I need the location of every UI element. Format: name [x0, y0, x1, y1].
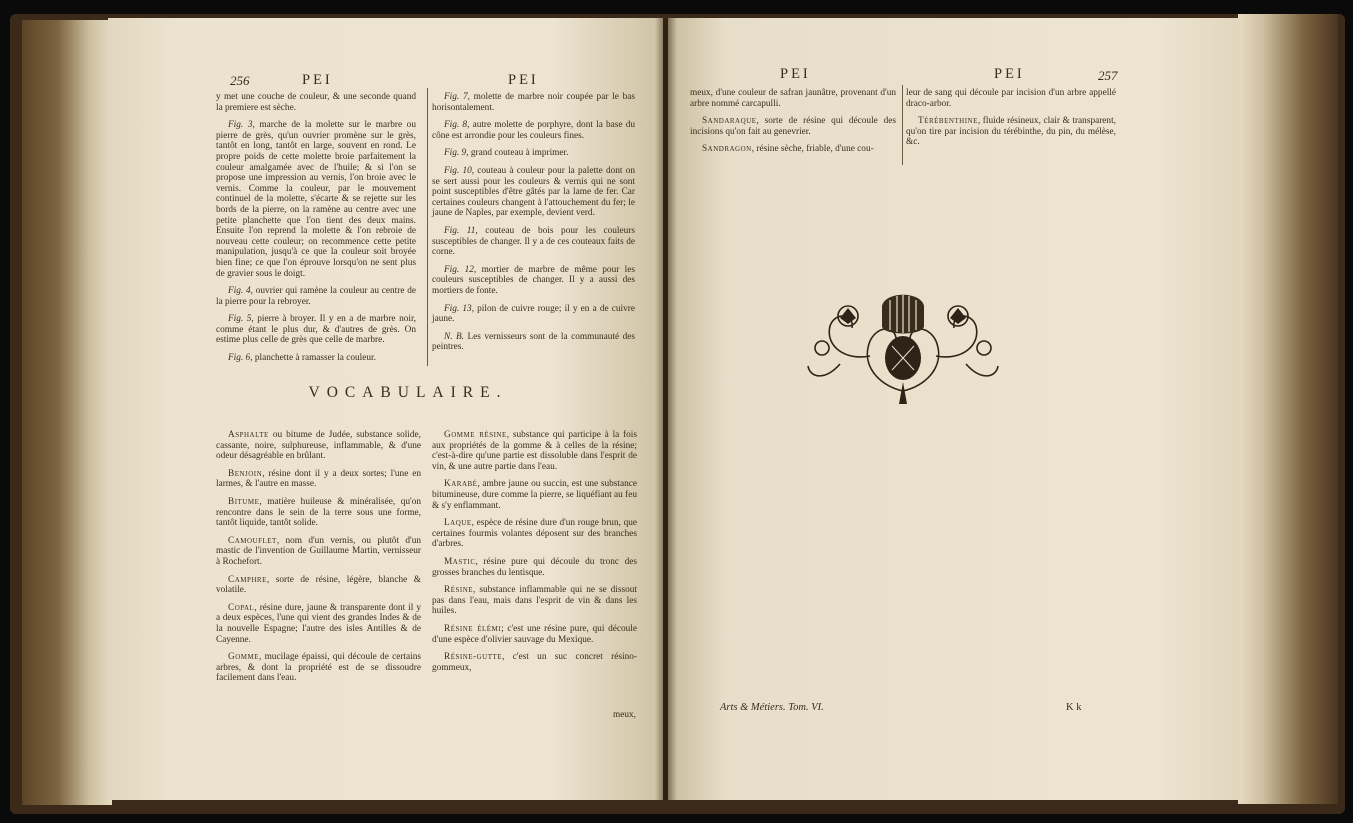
figure-label: Fig. 4 — [228, 286, 251, 297]
vocabulary-heading: VOCABULAIRE. — [308, 384, 508, 401]
entry-text: , nom d'un vernis, ou plutôt d'un mastic de l'invention de Guillaume Martin, vernisseur à Rochefort. — [216, 535, 421, 567]
vocabulary-column-1 — [216, 430, 421, 691]
running-head-left: PEI — [780, 66, 811, 82]
vocabulary-entry — [216, 652, 421, 684]
vocabulary-entry — [216, 603, 421, 645]
entry-term: Karabé — [444, 479, 478, 490]
entry-text: , mortier de marbre de même pour les couleurs susceptibles de changer. Il y a aussi des mortiers de fonte. — [432, 264, 635, 296]
entry-term: Mastic — [444, 556, 476, 567]
entry-text: , pilon de cuivre rouge; il y en a de cuivre jaune. — [432, 303, 636, 325]
footer-title: Arts & Métiers. Tom. VI. — [720, 702, 824, 713]
figure-label: Fig. 12 — [444, 264, 474, 275]
entry-term: Gomme — [228, 652, 259, 663]
entry-text: , résine dont il y a deux sortes; l'une en larmes, & l'autre en masse. — [216, 468, 421, 490]
entry-text: , planchette à ramasser la couleur. — [250, 353, 376, 364]
entry-text: , ambre jaune ou succin, est une substance bitumineuse, dure comme la pierre, se liquéfiant au feu & s'y enflammant. — [432, 479, 637, 511]
entry-text: ou bitume de Judée, substance solide, cassante, noire, sulphureuse, inflammable, & d'une odeur désagréable en brûlant. — [216, 430, 421, 462]
vocabulary-entry — [432, 430, 637, 472]
vocabulary-entry — [432, 585, 637, 617]
vocabulary-entry — [216, 430, 421, 462]
vocabulary-entry — [216, 575, 421, 596]
running-head-right: PEI — [994, 66, 1025, 82]
entry-term: Laque — [444, 518, 472, 529]
vocabulary-entry — [432, 624, 637, 645]
signature-mark: K k — [1066, 702, 1082, 713]
entry-term: Sandaraque — [702, 116, 757, 127]
entry-term: Térébenthine — [918, 116, 978, 127]
entry-text: ; c'est une résine pure, qui découle d'une espèce d'olivier sauvage du Mexique. — [432, 623, 637, 645]
figure-entry — [432, 265, 635, 297]
figure-entry — [432, 304, 635, 325]
vocabulary-entry — [906, 88, 1116, 109]
entry-term: Bitume — [228, 496, 260, 507]
figure-entry — [432, 226, 635, 258]
entry-text: , substance qui participe à la fois aux propriétés de la gomme & à celles de la résine; c'est-à-dire qu'une partie est dissoluble dans l'esprit de vin, & une autre partie dans l'eau. — [432, 430, 637, 472]
entry-text: , marche de la molette sur le marbre ou pierre de grès, qu'un ouvrier promène sur le grès, tantôt en long, tantôt en large, souvent en rond. Le propre poids de cette molette broie parfaitement la couleur amalgamée avec de l'huile; & si l'on se propose une impression au vernis, l'on broie avec le vernis. Comme la couleur, par le mouvement continuel de la molette, s'écarte & se rejette sur les bords de la pierre, on la ramène au centre avec une petite planchette que l'on tient des deux mains. Ensuite l'on reprend la molette & l'on rebroie de nouveau cette couleur; on recommence cette petite manipulation, jusqu'à ce que la couleur soit broyée bien fine; ce que l'on éprouve lorsqu'on ne sent plus de gravier sous le doigt. — [216, 120, 416, 279]
entry-text: , résine sèche, friable, d'une cou- — [751, 144, 874, 155]
figure-entry — [216, 92, 416, 113]
figure-label: Fig. 7 — [444, 92, 468, 102]
vocabulary-entry — [216, 536, 421, 568]
entry-term: Résine — [444, 585, 474, 596]
entry-term: Asphalte — [228, 430, 269, 440]
entry-text: , couteau à couleur pour la palette dont on se sert aussi pour les couleurs & vernis qui ne sont point susceptibles d'être gâtés par la lame de fer. Car certaines couleurs changent à l'attouchement du fer; le jaune de Naples, par exemple, devient verd. — [432, 165, 636, 219]
entry-text: , résine dure, jaune & transparente dont il y a deux espèces, l'une qui vient des grandes Indes & de la nouvelle Espagne; l'autre des isles Antilles & de Cayenne. — [216, 602, 421, 645]
entry-text: y met une couche de couleur, & une seconde quand la premiere est sèche. — [216, 92, 416, 113]
entry-text: meux, d'une couleur de safran jaunâtre, provenant d'un arbre nommé carcapulli. — [690, 88, 896, 109]
entry-term: Camphre — [228, 574, 267, 585]
figure-entry — [432, 148, 635, 159]
vocabulary-column-2 — [906, 88, 1116, 155]
running-head-left: PEI — [302, 72, 333, 88]
entry-text: , pierre à broyer. Il y en a de marbre noir, comme étant le plus dur, & d'autres de grès. On estime plus celle de grès que celle de marbre. — [216, 314, 416, 346]
figure-entry — [432, 332, 635, 353]
vocabulary-entry — [690, 116, 896, 137]
entry-text: , substance inflammable qui ne se dissout pas dans l'eau, mais dans l'esprit de vin & dans les huiles. — [432, 585, 637, 617]
vocabulary-entry — [216, 497, 421, 529]
entry-text: , mucilage épaissi, qui découle de certains arbres, & dont la propriété est de se dissoudre facilement dans l'eau. — [216, 652, 421, 684]
entry-text: , sorte de résine, légère, blanche & volatile. — [216, 574, 421, 596]
entry-term: Copal — [228, 602, 255, 613]
vocabulary-column-2 — [432, 430, 637, 680]
entry-text: Les vernisseurs sont de la communauté des peintres. — [432, 331, 635, 353]
figure-label: Fig. 5 — [228, 314, 252, 325]
figure-entry — [216, 314, 416, 346]
entry-term: Résine-gutte — [444, 652, 503, 663]
figure-entry — [216, 120, 416, 279]
entry-term: Sandragon — [702, 144, 752, 155]
figure-label: Fig. 11 — [444, 225, 476, 236]
right-page-edges — [1238, 14, 1338, 804]
vocabulary-entry — [690, 144, 896, 155]
vocabulary-entry — [432, 518, 637, 550]
page-number: 257 — [1098, 68, 1118, 83]
figure-label: Fig. 8 — [444, 120, 468, 131]
vocabulary-entry — [690, 88, 896, 109]
entry-text: , espèce de résine dure d'un rouge brun, que certaines fourmis volantes déposent sur des branches d'arbres. — [432, 518, 637, 550]
catchword: meux, — [613, 710, 636, 720]
vocabulary-entry — [906, 116, 1116, 148]
entry-text: , sorte de résine qui découle des incisions qu'on fait au genevrier. — [690, 116, 896, 137]
entry-text: leur de sang qui découle par incision d'un arbre appellé draco-arbor. — [906, 88, 1116, 109]
figure-label: Fig. 13 — [444, 303, 472, 314]
vocabulary-entry — [216, 469, 421, 490]
page-number: 256 — [230, 73, 250, 88]
tailpiece-ornament — [800, 286, 1006, 410]
entry-text: , couteau de bois pour les couleurs susceptibles de changer. Il y a de ces couteaux faits de corne. — [432, 225, 635, 258]
running-head-right: PEI — [508, 72, 539, 88]
figure-entry — [216, 353, 416, 364]
entry-text: , résine pure qui découle du tronc des grosses branches du lentisque. — [432, 556, 637, 578]
figure-label: N. B. — [444, 331, 465, 342]
figure-explanations-column-2 — [432, 92, 635, 360]
entry-term: Camouflet — [228, 535, 277, 546]
entry-text: , matière huileuse & minéralisée, qu'on rencontre dans le sein de la terre sous une forme, tantôt liquide, tantôt solide. — [216, 496, 421, 529]
figure-label: Fig. 10 — [444, 165, 472, 176]
entry-text: , autre molette de porphyre, dont la base du cône est arrondie pour les couleurs fines. — [432, 120, 635, 141]
figure-entry — [432, 120, 635, 141]
left-page-edges — [22, 20, 112, 805]
left-page — [108, 18, 663, 800]
column-rule — [902, 85, 903, 165]
column-rule — [427, 88, 428, 366]
figure-label: Fig. 6 — [228, 353, 251, 364]
vocabulary-entry — [432, 652, 637, 673]
entry-text: , grand couteau à imprimer. — [466, 148, 569, 159]
figure-entry — [432, 92, 635, 113]
figure-entry — [216, 286, 416, 307]
figure-label: Fig. 9 — [444, 148, 467, 159]
entry-text: , molette de marbre noir coupée par le bas horisontalement. — [432, 92, 635, 113]
entry-term: Résine élémi — [444, 623, 502, 634]
figure-explanations-column-1 — [216, 92, 416, 371]
entry-text: , ouvrier qui ramène la couleur au centre de la pierre pour la rebroyer. — [216, 286, 416, 307]
vocabulary-entry — [432, 479, 637, 511]
entry-term: Benjoin — [228, 468, 263, 479]
entry-text: , c'est un suc concret résino-gommeux, — [432, 652, 637, 673]
figure-entry — [432, 166, 635, 219]
vocabulary-column-1 — [690, 88, 896, 162]
entry-text: , fluide résineux, clair & transparent, qu'on tire par incision du térébinthe, du pin, du mélèse, &c. — [906, 116, 1116, 148]
vocabulary-entry — [432, 557, 637, 578]
entry-term: Gomme résine — [444, 430, 507, 440]
figure-label: Fig. 3 — [228, 120, 253, 131]
book-gutter — [655, 18, 677, 800]
